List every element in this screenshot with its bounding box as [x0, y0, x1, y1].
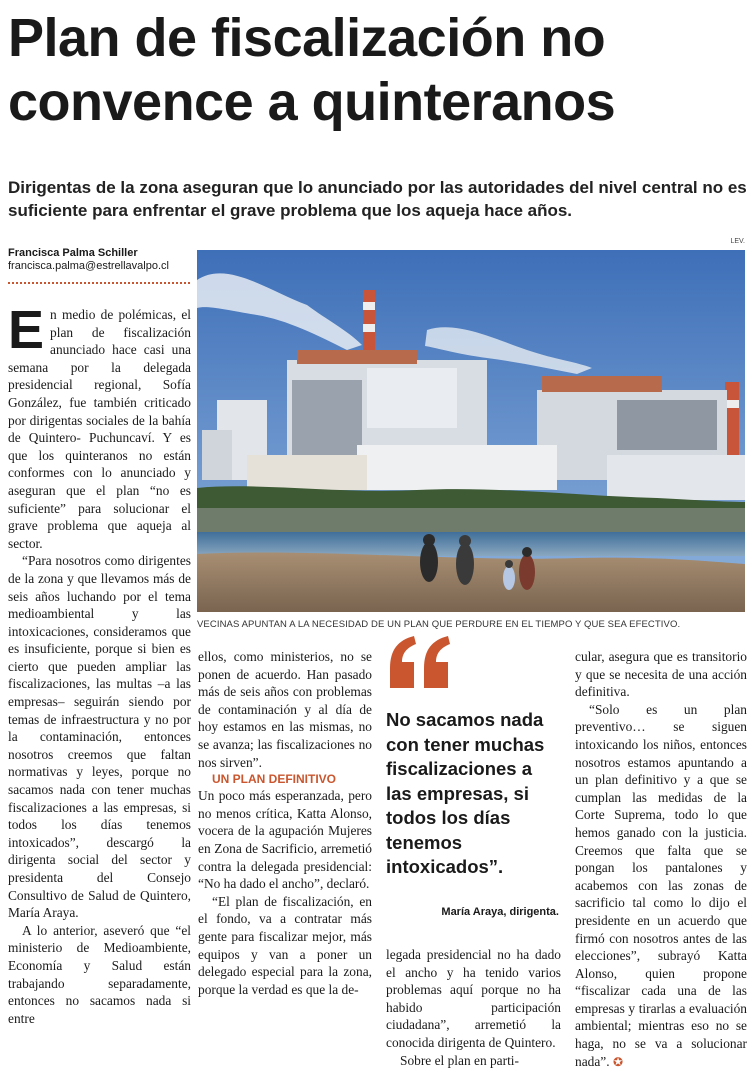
body-paragraph: “Para nosotros como dirigentes de la zona y que llevamos más de seis años luchando por el tema medioambiental y las intoxicaciones, consideramos que es insuficiente, porque si bien es cierto que pueden ampliar las fiscalizaciones, las multas –a las empresas– seguirán siendo por temas de infraestructura y no por la contaminación, entonces nosotros creemos que faltan normativas y leyes, porque no sacamos nada con tener muchas fiscalizaciones a las empresas, si todos los días tenemos intoxicados”, descargó la dirigenta social del sector y presidenta del Consejo Consultivo de Salud de Quintero, María Araya.: [8, 553, 191, 921]
body-paragraph: [575, 701, 747, 1071]
drop-cap: E: [8, 306, 45, 360]
quote-mark-icon: [386, 632, 456, 692]
body-paragraph: Un poco más esperanzada, pero no menos crítica, Katta Alonso, vocera de la agupación Mujeres en Zona de Sacrificio, arremetió contra la delegada presidencial: “No ha dado el ancho”, declaró.: [198, 788, 372, 892]
byline: [8, 247, 193, 273]
article-photo: [197, 250, 745, 612]
photo-credit: LEV.: [730, 238, 745, 245]
byline-divider: [8, 282, 190, 284]
author-email[interactable]: francisca.palma@estrellavalpo.cl: [8, 260, 169, 272]
end-mark-icon: ✪: [612, 1054, 623, 1069]
author-name: Francisca Palma Schiller: [8, 247, 138, 259]
body-paragraph-text: “Solo es un plan preventivo… se siguen intoxicando los niños, entonces nosotros estamos apuntando a un plan definitivo y a que se cumplan las medidas de la Corte Suprema, todo lo que hemos ganado con la justicia. Creemos que falta que se pongan los pantalones y acabemos con las zonas de sacrificio tal como lo dijo el presidente en un acuerdo que firmó con nosotros antes de las elecciones”, subrayó Katta Alonso, quien propone “fiscalizar cada una de las empresas y tirarlas a evaluación ambiental; mientras eso no se haga, no se va a solucionar nada”.: [575, 701, 747, 1069]
body-column-1: [8, 306, 191, 1086]
headline: Plan de fiscalización no convence a quinteranos: [8, 8, 616, 132]
body-column-4: [575, 648, 747, 1086]
body-paragraph: ellos, como ministerios, no se ponen de acuerdo. Han pasado más de seis años con problemas de contaminación y al día de hoy estamos en las mismas, no se avanza; las fiscalizaciones no nos sirven”.: [198, 649, 372, 770]
body-paragraph: n medio de polémicas, el plan de fiscalización anunciado hace casi una semana por la delegada presidencial regional, Sofía González, fue también criticado por dirigentas sociales de la bahía de Quintero- Puchuncaví. Y es que los quinteranos no están conformes con lo anunciado y aseguran que el plan “no es suficiente” para solucionar el grave problema que aqueja al sector.: [8, 307, 191, 551]
body-column-2: [198, 648, 372, 1086]
pull-quote-source: María Araya, dirigenta.: [441, 906, 559, 918]
subheadline: Dirigentas de la zona aseguran que lo anunciado por las autoridades del nivel central no es suficiente para enfrentar el grave problema que los aqueja hace años.: [8, 178, 747, 220]
body-paragraph: Sobre el plan en parti-: [400, 1052, 519, 1068]
body-column-3: [386, 946, 561, 1086]
body-paragraph: cular, asegura que es transitorio y que se necesita de una acción definitiva.: [575, 649, 747, 700]
body-paragraph: A lo anterior, aseveró que “el ministerio de Medioambiente, Economía y Salud están trabajando separadamente, entonces no sacamos nada si entre: [8, 922, 191, 1026]
pull-quote: No sacamos nada con tener muchas fiscalizaciones a las empresas, si todos los días tenemos intoxicados”.: [386, 709, 545, 877]
body-paragraph: legada presidencial no ha dado el ancho y ha tenido varios problemas aquí porque no ha habido participación ciudadana”, arremetió la conocida dirigenta de Quintero.: [386, 947, 561, 1050]
photo-caption: VECINAS APUNTAN A LA NECESIDAD DE UN PLAN QUE PERDURE EN EL TIEMPO Y QUE SEA EFECTIVO.: [197, 619, 681, 630]
section-heading: UN PLAN DEFINITIVO: [212, 772, 337, 787]
body-paragraph: “El plan de fiscalización, en el fondo, va a contratar más gente para fiscalizar mejor, más equipos y van a poner un delegado especial para la zona, porque la verdad es que la de-: [198, 893, 372, 997]
